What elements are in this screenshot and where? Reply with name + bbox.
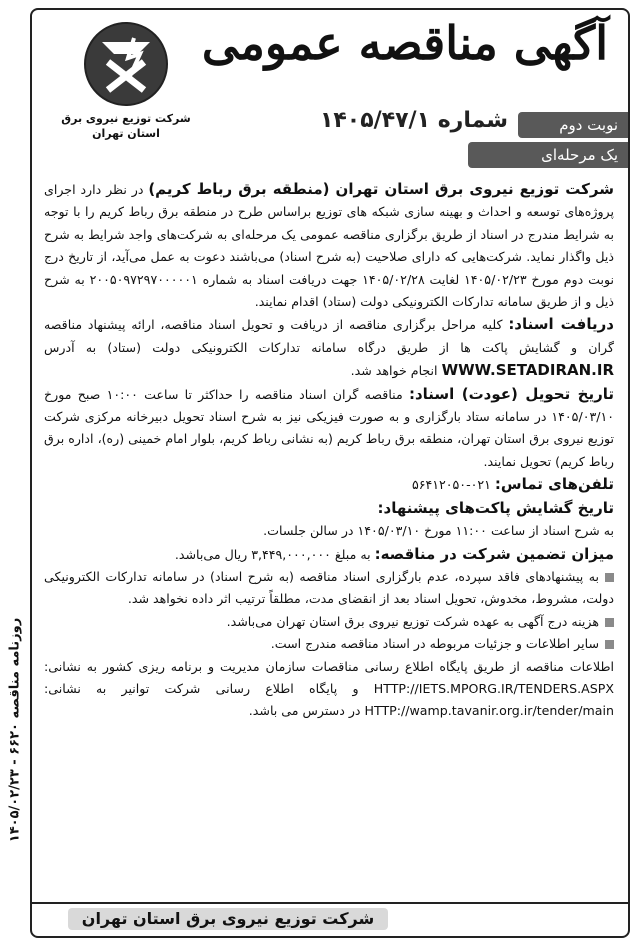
opening-label: تاریخ گشایش پاکت‌های پیشنهاد: bbox=[377, 498, 614, 517]
newspaper-side-caption bbox=[4, 540, 26, 920]
list-item bbox=[44, 611, 614, 633]
delivery-label: تاریخ تحویل (عودت) اسناد: bbox=[408, 384, 614, 403]
final-text-2: و پایگاه اطلاع رسانی شرکت توانیر به نشانی: bbox=[44, 680, 374, 696]
footer-company: شرکت توزیع نیروی برق استان تهران bbox=[68, 908, 388, 930]
square-bullet-icon bbox=[605, 640, 614, 649]
round-badge: نوبت دوم bbox=[518, 112, 628, 138]
bullet-text: سایر اطلاعات و جزئیات مربوطه در اسناد مناقصه مندرج است. bbox=[270, 636, 599, 652]
phone-label: تلفن‌های تماس: bbox=[494, 475, 614, 494]
power-company-logo-icon bbox=[84, 22, 168, 106]
bullet-text: به پیشنهادهای فاقد سپرده، عدم بارگزاری اسناد مناقصه (به شرح اسناد) در سامانه تدارکات الکترونیکی دولت، مشروط، مخدوش، تحویل اسناد بعد از انقضای مدت، مطلقاً ترتیب اثر داده نخواهد شد. bbox=[44, 568, 614, 607]
ad-footer bbox=[32, 902, 628, 936]
logo-subtitle: استان تهران bbox=[92, 127, 160, 140]
final-paragraph bbox=[44, 656, 614, 723]
phone-value: ۰۲۱-۵۶۴۱۲۰۵۰ bbox=[411, 477, 495, 493]
square-bullet-icon bbox=[605, 618, 614, 627]
company-name: شرکت توزیع نیروی برق استان تهران (منطقه برق رباط کریم) bbox=[148, 180, 614, 198]
receive-text: کلیه مراحل برگزاری مناقصه از دریافت و تحویل اسناد مناقصه، ارائه پیشنهاد مناقصه گران و گشایش پاکت ها از طریق درگاه سامانه تدارکات الکترونیکی دولت (ستاد) به آدرس bbox=[44, 317, 614, 355]
receive-paragraph bbox=[44, 313, 614, 382]
phone-paragraph bbox=[44, 473, 614, 496]
ad-title: آگهی مناقصه عمومی bbox=[201, 16, 608, 70]
intro-text: در نظر دارد اجرای پروژه‌های توسعه و احداث و بهینه سازی شبکه های توزیع براساس طرح در منطقه برق رباط کریم را با توجه به شرایط مندرج در اسناد از طریق برگزاری مناقصه عمومی یک مرحله‌ای به شرکت‌های واجد شرایط به شرح ذیل واگذار نماید. شرکت‌هایی که دارای صلاحیت (به شرح اسناد) می‌باشند دعوت به عمل می‌آید، از تاریخ درج نوبت دوم مورخ ۱۴۰۵/۰۲/۲۳ لغایت ۱۴۰۵/۰۲/۲۸ جهت دریافت اسناد به شماره ۲۰۰۵۰۹۷۲۹۷۰۰۰۰۰۱ به شرح ذیل و از طریق سامانه تدارکات الکترونیکی دولت (ستاد) اقدام نمایند. bbox=[44, 182, 614, 310]
opening-text: به شرح اسناد از ساعت ۱۱:۰۰ مورخ ۱۴۰۵/۰۳/۱۰ در سالن جلسات. bbox=[263, 523, 614, 539]
list-item bbox=[44, 633, 614, 655]
final-text-1: اطلاعات مناقصه از طریق پایگاه اطلاع رسانی مناقصات سازمان مدیریت و برنامه ریزی کشور به نشانی: bbox=[44, 658, 614, 674]
receive-tail: انجام خواهد شد. bbox=[350, 363, 442, 379]
intro-paragraph bbox=[44, 178, 614, 313]
company-logo bbox=[46, 22, 206, 172]
square-bullet-icon bbox=[605, 573, 614, 582]
iets-url-link[interactable]: HTTP://IETS.MPORG.IR/TENDERS.ASPX bbox=[373, 680, 614, 696]
ad-body bbox=[32, 174, 628, 723]
guarantee-label: میزان تضمین شرکت در مناقصه: bbox=[374, 544, 614, 563]
ad-number: شماره ۱۴۰۵/۴۷/۱ bbox=[319, 108, 508, 133]
tavanir-url-link[interactable]: HTTP://wamp.tavanir.org.ir/tender/main bbox=[364, 703, 614, 719]
opening-paragraph bbox=[44, 520, 614, 542]
ad-header bbox=[32, 10, 628, 174]
guarantee-text: به مبلغ ۳,۴۴۹,۰۰۰,۰۰۰ ریال می‌باشد. bbox=[174, 546, 375, 562]
setad-url-link[interactable]: WWW.SETADIRAN.IR bbox=[441, 361, 614, 380]
receive-label: دریافت اسناد: bbox=[508, 315, 614, 334]
opening-heading bbox=[44, 497, 614, 520]
stage-badge: یک مرحله‌ای bbox=[468, 142, 628, 168]
logo-name: شرکت توزیع نیروی برق bbox=[61, 112, 191, 125]
side-caption-text: روزنامه مناقصه ۶۶۲۰ - ۱۴۰۵/۰۲/۲۳ bbox=[7, 617, 23, 843]
final-text-3: در دسترس می باشد. bbox=[248, 703, 365, 719]
bullet-text: هزینه درج آگهی به عهده شرکت توزیع نیروی برق استان تهران می‌باشد. bbox=[226, 613, 599, 629]
tender-ad-frame bbox=[30, 8, 630, 938]
guarantee-paragraph bbox=[44, 543, 614, 566]
delivery-text: مناقصه گران اسناد مناقصه را حداکثر تا ساعت ۱۰:۰۰ صبح مورخ ۱۴۰۵/۰۳/۱۰ در سامانه ستاد بارگزاری و به صورت فیزیکی نیز به شرح اسناد تحویل دبیرخانه مرکزی شرکت توزیع نیروی برق استان تهران، منطقه برق رباط کریم (به نشانی رباط کریم، بلوار امام خمینی (ره)، اداره برق رباط کریم) تحویل نمایند. bbox=[44, 386, 614, 469]
list-item bbox=[44, 566, 614, 611]
delivery-paragraph bbox=[44, 383, 614, 474]
